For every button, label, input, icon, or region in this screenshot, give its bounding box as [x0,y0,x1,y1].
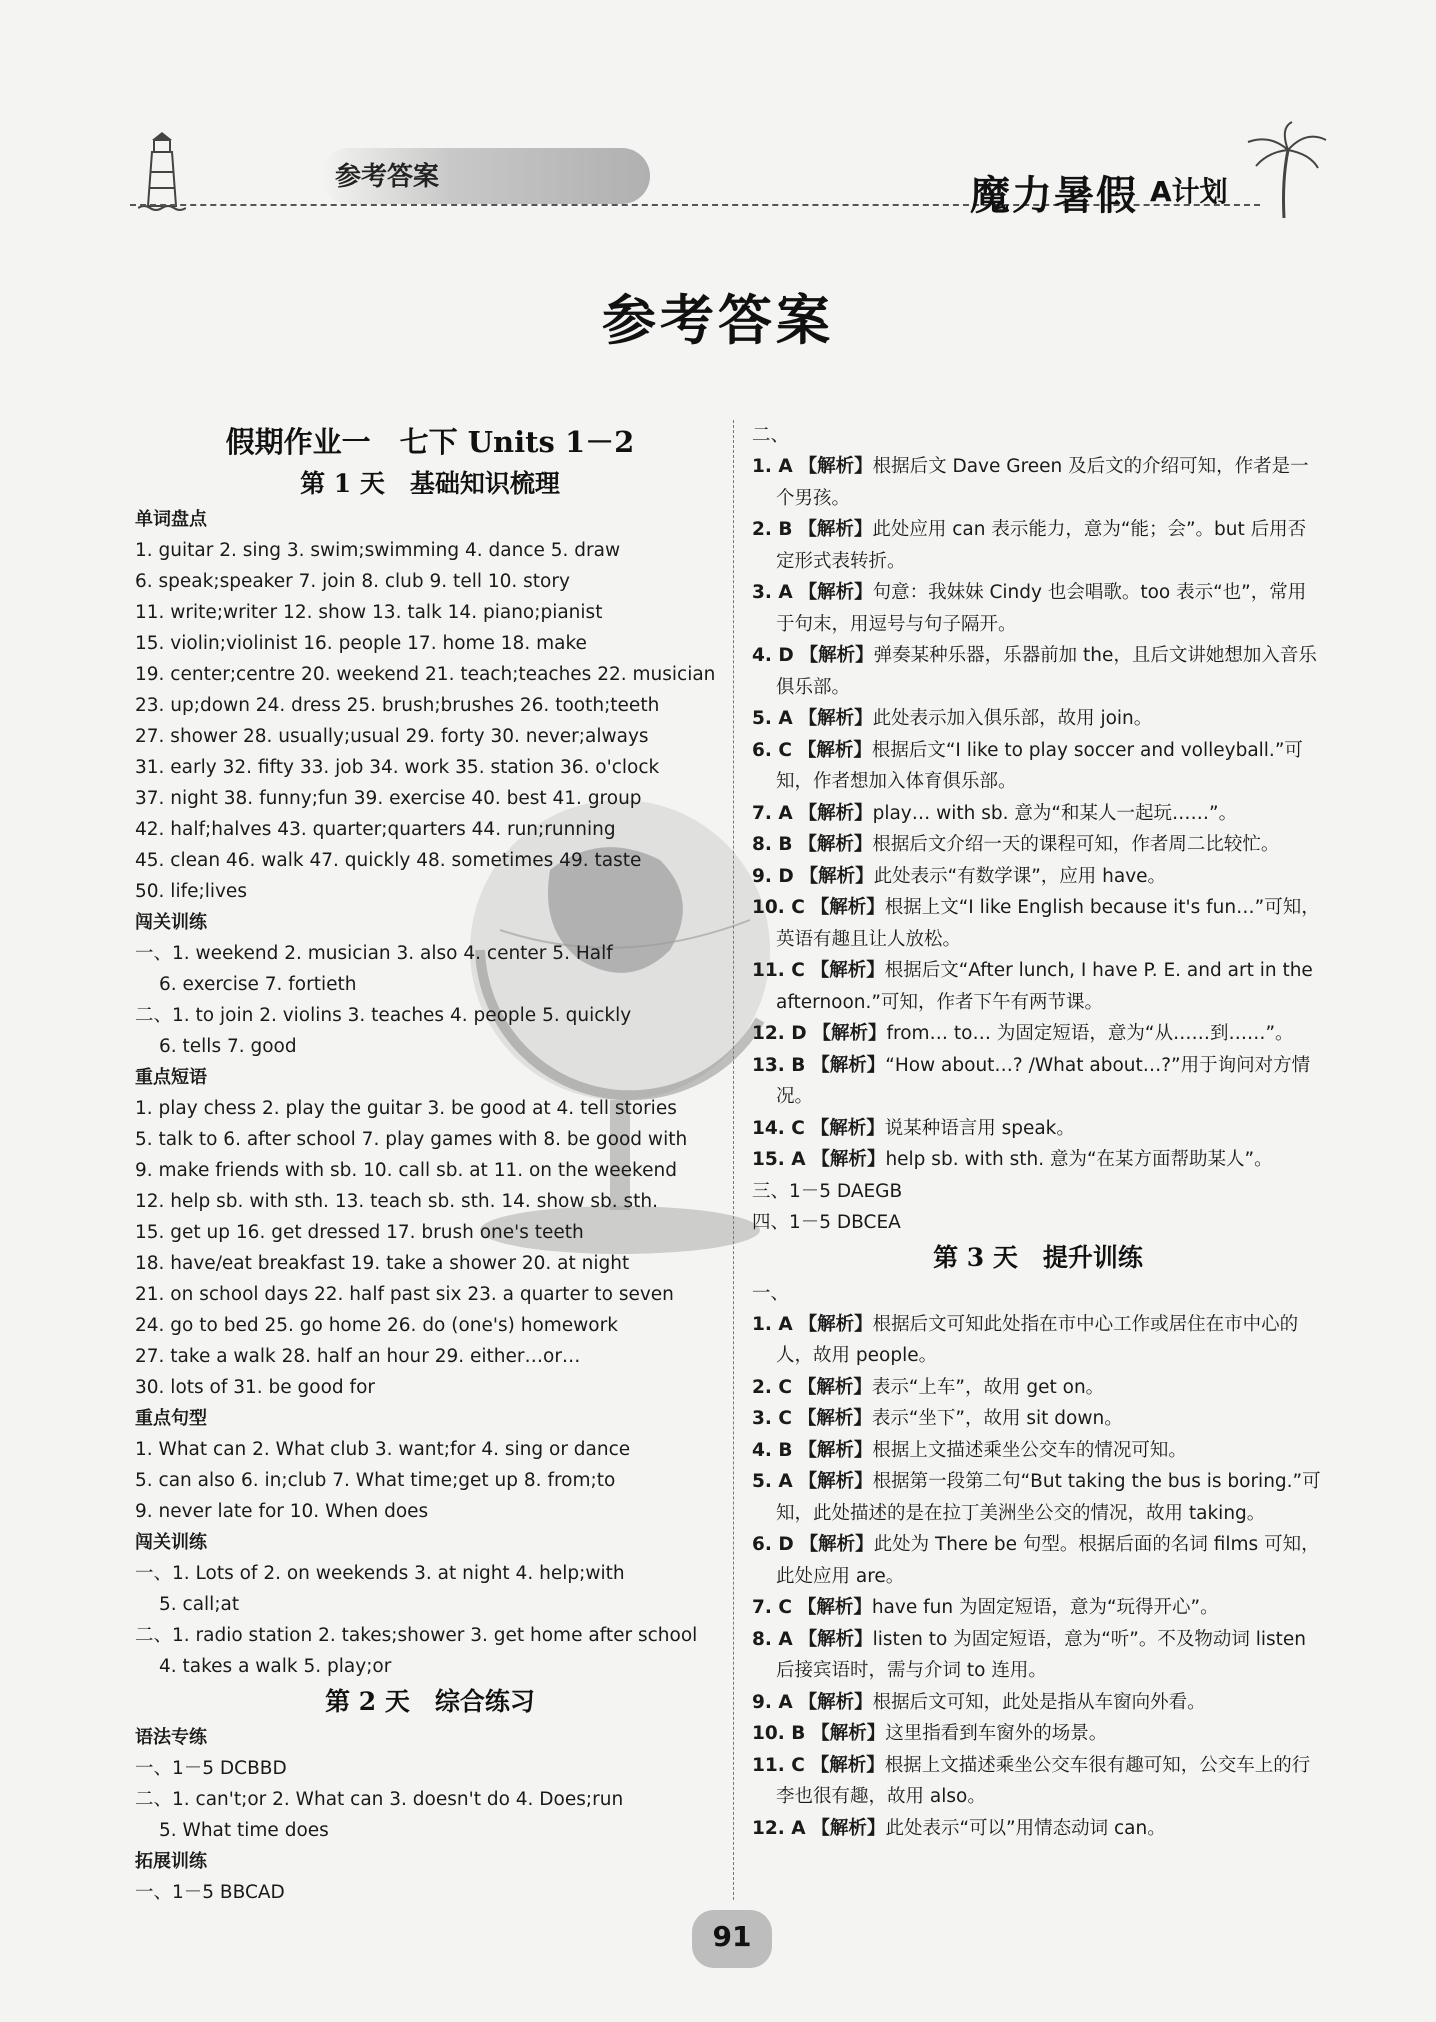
vocab-line: 50. life;lives [135,881,247,902]
answer-item: 5. A 【解析】根据第一段第二句“But taking the bus is boring.”可知，此处描述的是在拉丁美洲坐公交的情况，故用 taking。 [752,1471,1321,1524]
sentence-line: 9. never late for 10. When does [135,1501,429,1522]
training-line: 6. tells 7. good [159,1036,297,1057]
vocab-line: 23. up;down 24. dress 25. brush;brushes 26. tooth;teeth [135,695,660,716]
training-line: 5. call;at [159,1594,240,1615]
grammar-heading: 语法专练 [135,1727,207,1748]
grammar-line: 一、1－5 DCBBD [135,1758,287,1779]
vocab-line: 1. guitar 2. sing 3. swim;swimming 4. dance 5. draw [135,540,621,561]
answer-item: 4. D 【解析】弹奏某种乐器，乐器前加 the，且后文讲她想加入音乐俱乐部。 [752,645,1317,698]
page-title: 参考答案 [602,288,834,352]
phrase-line: 12. help sb. with sth. 13. teach sb. sth. 14. show sb. sth. [135,1191,659,1212]
answer-item: 7. C 【解析】have fun 为固定短语，意为“玩得开心”。 [752,1597,1219,1618]
answer-item: 2. C 【解析】表示“上车”，故用 get on。 [752,1376,1105,1398]
answer-item: 3. C 【解析】表示“坐下”，故用 sit down。 [752,1408,1123,1429]
part-3-answers: 三、1－5 DAEGB [752,1180,903,1202]
answer-item: 11. C 【解析】根据上文描述乘坐公交车很有趣可知，公交车上的行李也很有趣，故用 also。 [752,1754,1311,1807]
answer-item: 8. B 【解析】根据后文介绍一天的课程可知，作者周二比较忙。 [752,834,1280,855]
phrase-line: 15. get up 16. get dressed 17. brush one's teeth [135,1222,584,1243]
vocab-line: 15. violin;violinist 16. people 17. home 18. make [135,633,587,654]
answer-item: 9. D 【解析】此处表示“有数学课”，应用 have。 [752,865,1167,887]
palm-tree-icon [1240,120,1330,220]
training-line: 4. takes a walk 5. play;or [159,1656,392,1677]
sentence-line: 5. can also 6. in;club 7. What time;get up 8. from;to [135,1470,616,1491]
training-line: 6. exercise 7. fortieth [159,974,357,995]
sentence-heading: 重点句型 [135,1408,207,1429]
vocab-line: 45. clean 46. walk 47. quickly 48. sometimes 49. taste [135,850,642,871]
page-number: 91 [712,1920,752,1953]
phrase-line: 9. make friends with sb. 10. call sb. at 11. on the weekend [135,1160,677,1181]
phrase-line: 30. lots of 31. be good for [135,1377,375,1398]
grammar-line: 5. What time does [159,1820,329,1841]
answer-item: 3. A 【解析】句意：我妹妹 Cindy 也会唱歌。too 表示“也”，常用于句末，用逗号与句子隔开。 [752,582,1307,635]
vocab-line: 19. center;centre 20. weekend 21. teach;teaches 22. musician [135,664,716,685]
training-heading: 闯关训练 [135,912,207,933]
grammar-line: 二、1. can't;or 2. What can 3. doesn't do 4. Does;run [135,1789,624,1810]
answer-item: 13. B 【解析】“How about…? /What about…?”用于询问对方情况。 [752,1054,1311,1107]
extension-line: 一、1－5 BBCAD [135,1882,285,1903]
answer-item: 4. B 【解析】根据上文描述乘坐公交车的情况可知。 [752,1439,1187,1461]
sentence-line: 1. What can 2. What club 3. want;for 4. sing or dance [135,1439,631,1460]
day-2-title: 第 2 天 综合练习 [325,1687,535,1716]
answer-item: 10. C 【解析】根据上文“I like English because it's fun…”可知，英语有趣且让人放松。 [752,897,1320,950]
vocab-line: 27. shower 28. usually;usual 29. forty 30. never;always [135,726,649,747]
part-heading: 二、 [752,425,790,446]
right-column [752,420,1324,1844]
answer-item: 12. A 【解析】此处表示“可以”用情态动词 can。 [752,1817,1166,1839]
header-tag: 参考答案 [335,162,440,192]
training-heading: 闯关训练 [135,1532,207,1553]
brand-subtitle: A计划 [1150,175,1228,208]
page-number-badge [692,1910,772,1968]
vocab-line: 11. write;writer 12. show 13. talk 14. piano;pianist [135,602,603,623]
answer-item: 7. A 【解析】play… with sb. 意为“和某人一起玩……”。 [752,802,1238,824]
phrase-line: 24. go to bed 25. go home 26. do (one's) homework [135,1315,618,1336]
brand-title: 魔力暑假 [970,173,1138,219]
day-3-title: 第 3 天 提升训练 [933,1242,1143,1272]
extension-heading: 拓展训练 [135,1851,207,1872]
training-line: 二、1. to join 2. violins 3. teaches 4. people 5. quickly [135,1005,632,1026]
answer-item: 6. D 【解析】此处为 There be 句型。根据后面的名词 films 可知，此处应用 are。 [752,1534,1320,1587]
answer-item: 2. B 【解析】此处应用 can 表示能力，意为“能；会”。but 后用否定形式表转折。 [752,519,1307,572]
phrase-line: 27. take a walk 28. half an hour 29. either…or… [135,1346,581,1367]
phrase-line: 5. talk to 6. after school 7. play games with 8. be good with [135,1129,688,1150]
part-4-answers: 四、1－5 DBCEA [752,1211,901,1233]
phrase-line: 1. play chess 2. play the guitar 3. be good at 4. tell stories [135,1098,677,1119]
answer-item: 12. D 【解析】from… to… 为固定短语，意为“从……到……”。 [752,1023,1294,1044]
day-1-title: 第 1 天 基础知识梳理 [300,469,560,498]
vocab-line: 37. night 38. funny;fun 39. exercise 40. best 41. group [135,788,642,809]
answer-item: 9. A 【解析】根据后文可知，此处是指从车窗向外看。 [752,1691,1206,1713]
answer-item: 1. A 【解析】根据后文 Dave Green 及后文的介绍可知，作者是一个男孩。 [752,456,1309,509]
vocab-line: 6. speak;speaker 7. join 8. club 9. tell 10. story [135,571,570,592]
answer-item: 5. A 【解析】此处表示加入俱乐部，故用 join。 [752,708,1153,729]
vocab-line: 42. half;halves 43. quarter;quarters 44. run;running [135,819,616,840]
phrase-line: 18. have/eat breakfast 19. take a shower 20. at night [135,1253,630,1274]
phrase-heading: 重点短语 [135,1067,207,1088]
answer-item: 14. C 【解析】说某种语言用 speak。 [752,1117,1075,1139]
answer-item: 10. B 【解析】这里指看到车窗外的场景。 [752,1723,1108,1744]
answer-item: 15. A 【解析】help sb. with sth. 意为“在某方面帮助某人”。 [752,1149,1273,1170]
training-line: 一、1. Lots of 2. on weekends 3. at night 4. help;with [135,1563,625,1584]
vocab-heading: 单词盘点 [135,509,207,530]
left-column [135,420,725,1908]
vocab-line: 31. early 32. fifty 33. job 34. work 35. station 36. o'clock [135,757,660,778]
section-title: 假期作业一 七下 Units 1－2 [225,425,635,459]
answer-item: 8. A 【解析】listen to 为固定短语，意为“听”。不及物动词 listen 后接宾语时，需与介词 to 连用。 [752,1628,1307,1681]
answer-item: 6. C 【解析】根据后文“I like to play soccer and volleyball.”可知，作者想加入体育俱乐部。 [752,739,1303,792]
training-line: 二、1. radio station 2. takes;shower 3. get home after school [135,1625,698,1646]
lighthouse-icon [138,132,186,212]
part-heading: 一、 [752,1282,790,1304]
phrase-line: 21. on school days 22. half past six 23. a quarter to seven [135,1284,674,1305]
page-header [120,120,1320,220]
training-line: 一、1. weekend 2. musician 3. also 4. center 5. Half [135,943,613,964]
answer-item: 11. C 【解析】根据后文“After lunch, I have P. E. and art in the afternoon.”可知，作者下午有两节课。 [752,960,1313,1013]
answer-item: 1. A 【解析】根据后文可知此处指在市中心工作或居住在市中心的人，故用 people。 [752,1313,1299,1366]
column-divider [733,420,734,1900]
